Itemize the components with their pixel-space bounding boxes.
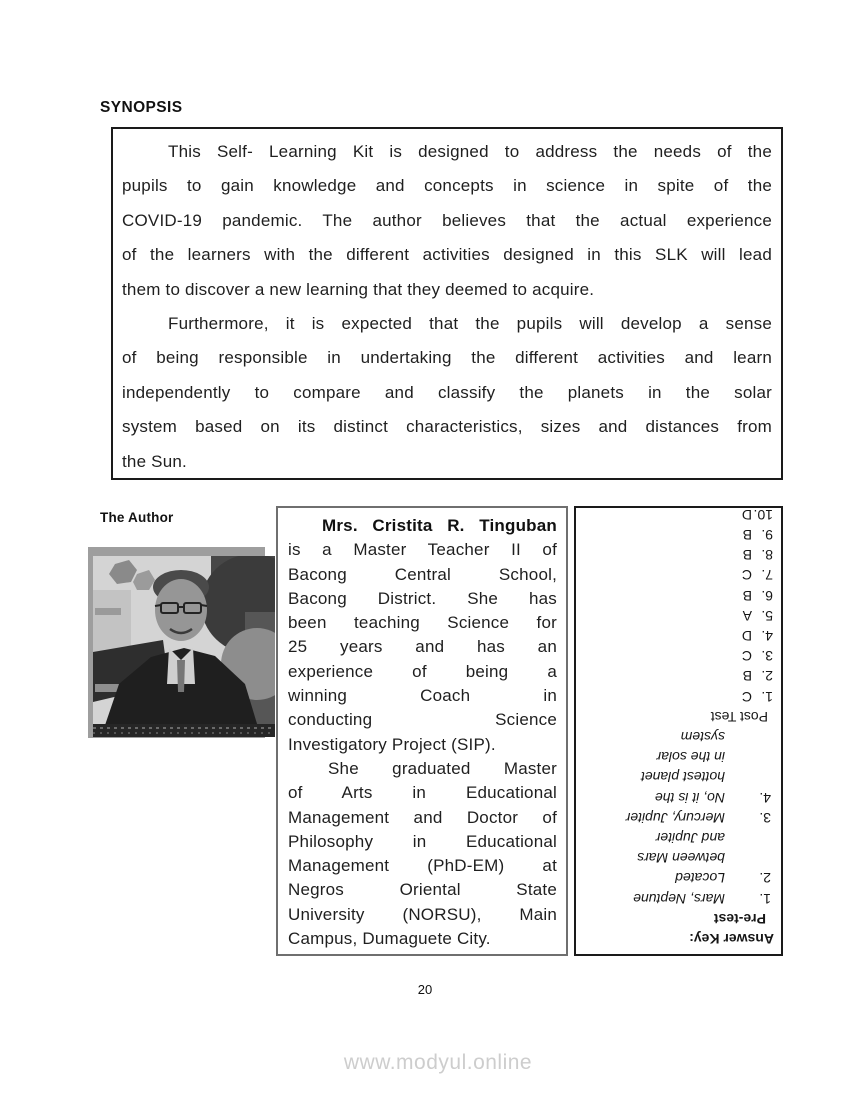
item-text: Located — [675, 870, 725, 887]
answer-key-row — [583, 828, 774, 848]
answer-key-row — [583, 525, 774, 545]
item-number — [725, 848, 774, 868]
bio-line: Bacong Central School, — [288, 564, 557, 584]
synopsis-line: the Sun. — [122, 451, 187, 471]
item-number: 3. — [759, 809, 771, 826]
bio-line: University (NORSU), Main — [288, 904, 557, 924]
item-number: 2. — [761, 668, 773, 685]
item-number — [725, 747, 774, 767]
answer-key-row — [583, 868, 774, 888]
item-number: 5. — [761, 607, 773, 624]
bio-line: 25 years and has an — [288, 637, 557, 657]
synopsis-line: independently to compare and classify the planets in the solar — [122, 382, 772, 402]
item-text: Mars, Neptune — [633, 890, 725, 907]
synopsis-line: COVID-19 pandemic. The author believes that the actual experience — [122, 210, 772, 230]
bio-line: conducting Science — [288, 710, 557, 730]
bio-line: been teaching Science for — [288, 613, 557, 633]
bio-line: is a Master Teacher II of — [288, 540, 557, 560]
item-text: system — [680, 728, 725, 745]
bio-line: Campus, Dumaguete City. — [288, 929, 491, 949]
answer-key-row — [583, 585, 774, 605]
item-text: in the solar — [656, 749, 725, 766]
answer-key-title: Answer Key: — [689, 931, 774, 947]
item-text: D — [741, 506, 752, 523]
item-number: 4. — [759, 789, 771, 806]
bio-line: Management and Doctor of — [288, 807, 557, 827]
answer-key-row — [583, 666, 774, 686]
bio-line: She graduated Master — [328, 758, 557, 778]
answer-key-row — [583, 505, 774, 525]
item-text: C — [741, 567, 752, 584]
synopsis-line: of the learners with the different activities designed in this SLK will lead — [122, 245, 772, 265]
answer-key-row — [583, 646, 774, 666]
synopsis-line: Furthermore, it is expected that the pupils will develop a sense — [168, 314, 772, 334]
item-text: C — [741, 648, 752, 665]
synopsis-line: This Self- Learning Kit is designed to address the needs of the — [168, 142, 772, 161]
answer-key-row — [583, 727, 774, 747]
item-number — [725, 727, 774, 747]
item-number: 10. — [753, 506, 773, 523]
synopsis-line: of being responsible in undertaking the different activities and learn — [122, 348, 772, 368]
page-number: 20 — [417, 982, 433, 997]
item-text: D — [741, 627, 752, 644]
watermark: www.modyul.online — [343, 1051, 533, 1074]
answer-key-row — [583, 787, 774, 807]
bio-line: of Arts in Educational — [288, 783, 557, 803]
item-number: 2. — [759, 870, 771, 887]
author-photo — [93, 556, 275, 737]
item-number: 8. — [761, 547, 773, 564]
item-number: 7. — [761, 567, 773, 584]
bio-line: Investigatory Project (SIP). — [288, 734, 496, 754]
author-name: Mrs. Cristita R. Tinguban — [322, 516, 557, 535]
synopsis-line: them to discover a new learning that they deemed to acquire. — [122, 279, 595, 299]
answer-key-row — [583, 747, 774, 767]
author-bio-box — [276, 506, 568, 956]
synopsis-line: pupils to gain knowledge and concepts in science in spite of the — [122, 176, 772, 196]
answer-key-box — [574, 506, 783, 956]
bio-line: Negros Oriental State — [288, 880, 557, 900]
item-number — [725, 828, 774, 848]
item-number: 4. — [761, 627, 773, 644]
item-text: B — [742, 587, 752, 604]
item-text: A — [742, 607, 752, 624]
bio-line: winning Coach in — [288, 686, 557, 706]
item-text: hottest planet — [640, 769, 725, 786]
bio-line: Philosophy in Educational — [288, 831, 557, 851]
item-text: B — [742, 547, 752, 564]
item-number: 3. — [761, 648, 773, 665]
posttest-label: Post Test — [710, 708, 768, 725]
item-text: between Mars — [637, 850, 725, 867]
item-text: C — [741, 688, 752, 705]
answer-key-row — [583, 606, 774, 626]
author-portrait-illustration — [93, 556, 275, 737]
answer-key-row — [583, 808, 774, 828]
bio-line: Bacong District. She has — [288, 588, 557, 608]
item-number: 9. — [761, 526, 773, 543]
synopsis-box — [111, 127, 783, 480]
item-number: 1. — [761, 688, 773, 705]
item-number: 6. — [761, 587, 773, 604]
synopsis-line: system based on its distinct characteristics, sizes and distances from — [122, 417, 772, 437]
pretest-label: Pre-test — [713, 910, 766, 927]
answer-key-row — [583, 686, 774, 706]
item-text: No, it is the — [654, 789, 725, 806]
bio-line: Management (PhD-EM) at — [288, 856, 557, 876]
answer-key-row — [583, 626, 774, 646]
answer-key-row — [583, 565, 774, 585]
item-number — [725, 767, 774, 787]
answer-key-row — [583, 888, 774, 908]
author-section-heading: The Author — [100, 510, 174, 525]
item-text: and Jupiter — [655, 829, 725, 846]
item-number: 1. — [759, 890, 771, 907]
answer-key-row — [583, 545, 774, 565]
answer-key-row — [583, 767, 774, 787]
bio-line: experience of being a — [288, 661, 557, 681]
answer-key-row — [583, 848, 774, 868]
synopsis-heading: SYNOPSIS — [100, 99, 183, 116]
item-text: B — [742, 668, 752, 685]
item-text: Mercury, Jupiter — [625, 809, 725, 826]
item-text: B — [742, 526, 752, 543]
